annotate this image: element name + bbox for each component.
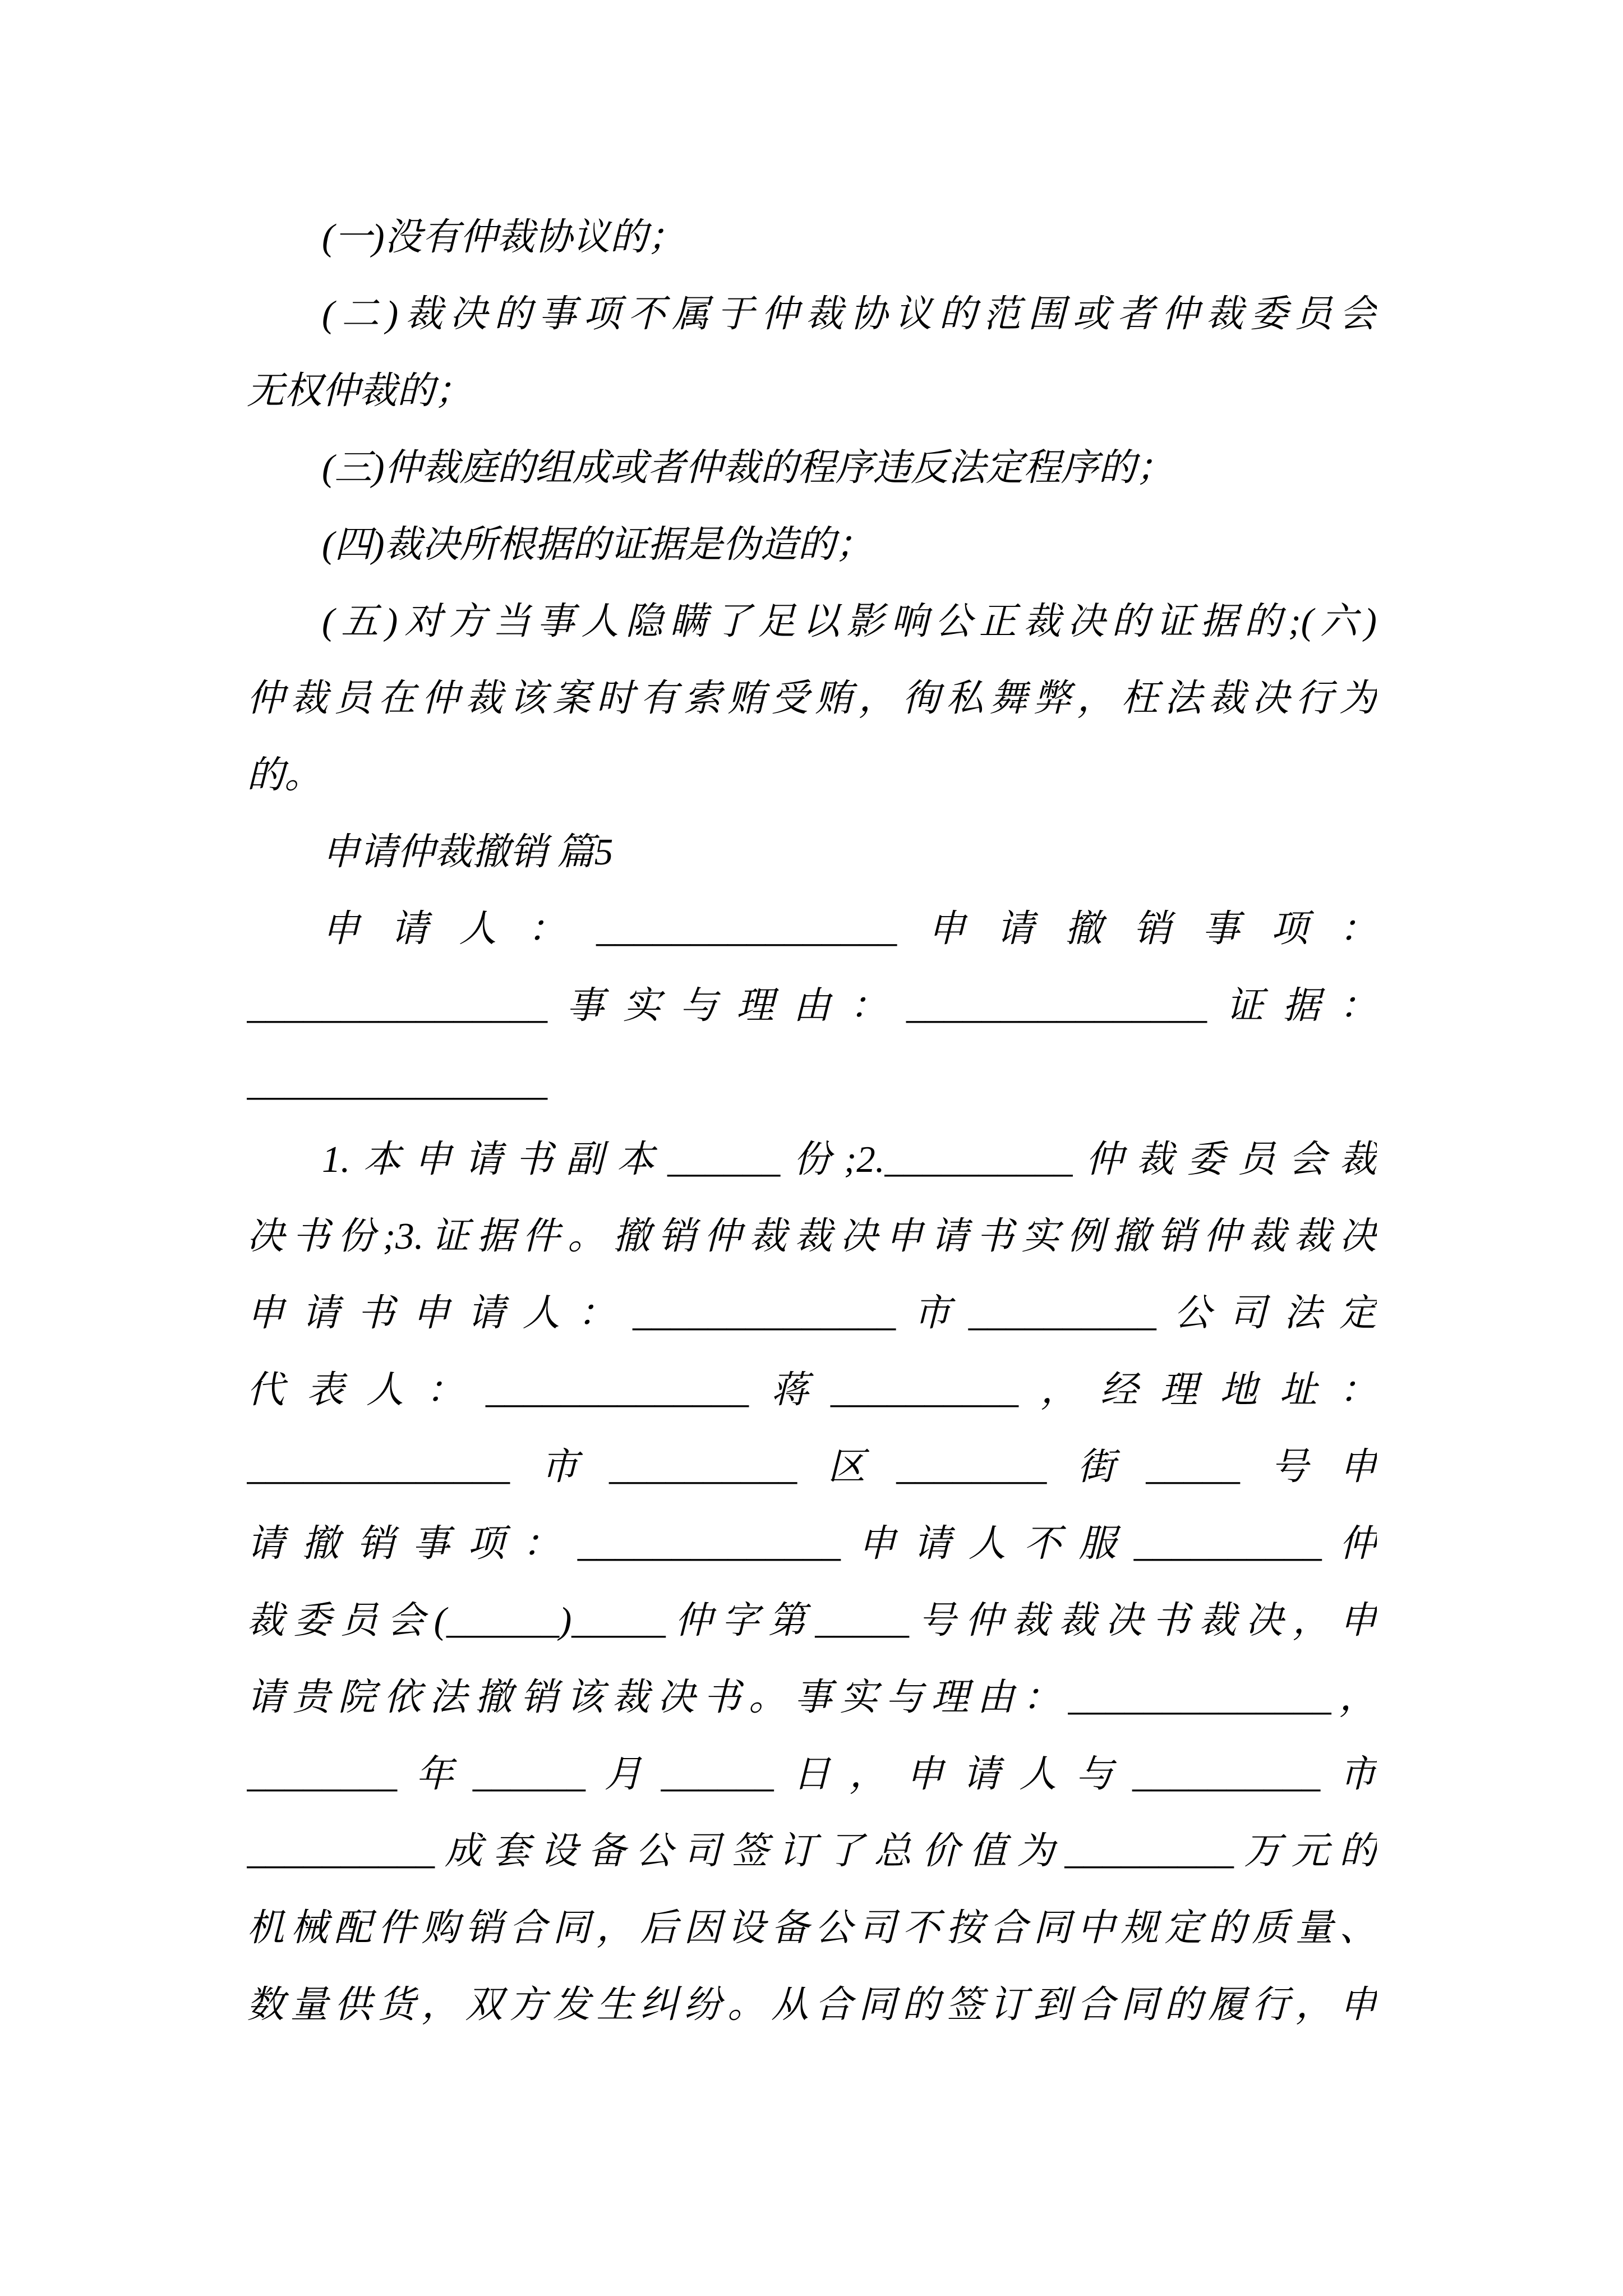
document-line: (四)裁决所根据的证据是伪造的； <box>322 524 873 565</box>
document-line: 请贵院依法撤销该裁决书。事实与理由：______________， <box>247 1677 1377 1718</box>
document-line: 代表人：______________蒋__________，经理地址： <box>247 1369 1377 1411</box>
document-line: 1.本申请书副本______份;2.__________仲裁委员会裁 <box>322 1139 1377 1180</box>
document-line: (一)没有仲裁协议的； <box>322 217 685 258</box>
document-body <box>247 199 1377 2044</box>
document-line: (三)仲裁庭的组成或者仲裁的程序违反法定程序的； <box>322 447 1174 489</box>
document-line: 裁委员会(______)_____仲字第_____号仲裁裁决书裁决，申 <box>247 1600 1377 1641</box>
document-line: 申请人：________________申请撤销事项： <box>322 908 1377 950</box>
document-line: 的。 <box>247 754 322 796</box>
document-line: ________年______月______日，申请人与__________市 <box>247 1754 1377 1795</box>
document-line: ________________事实与理由：________________证据： <box>247 985 1377 1027</box>
document-line: 申请书申请人：______________市__________公司法定 <box>247 1292 1377 1334</box>
document-line: 无权仲裁的； <box>247 370 472 412</box>
document-line: 机械配件购销合同，后因设备公司不按合同中规定的质量、 <box>247 1907 1377 1949</box>
document-line: 仲裁员在仲裁该案时有索贿受贿，徇私舞弊，枉法裁决行为 <box>247 678 1377 719</box>
document-line: __________成套设备公司签订了总价值为_________万元的 <box>247 1830 1377 1872</box>
document-line: (二)裁决的事项不属于仲裁协议的范围或者仲裁委员会 <box>322 293 1377 335</box>
document-line: ______________市__________区________街_____号申 <box>247 1446 1377 1488</box>
document-line: ________________ <box>247 1062 547 1103</box>
document-line: 决书份;3.证据件。撤销仲裁裁决申请书实例撤销仲裁裁决 <box>247 1216 1377 1257</box>
document-line: (五)对方当事人隐瞒了足以影响公正裁决的证据的;(六) <box>322 601 1377 642</box>
document-line: 数量供货，双方发生纠纷。从合同的签订到合同的履行，申 <box>247 1984 1377 2026</box>
document-line: 申请仲裁撤销 篇5 <box>322 831 614 873</box>
document-line: 请撤销事项：______________申请人不服__________仲 <box>247 1523 1377 1565</box>
